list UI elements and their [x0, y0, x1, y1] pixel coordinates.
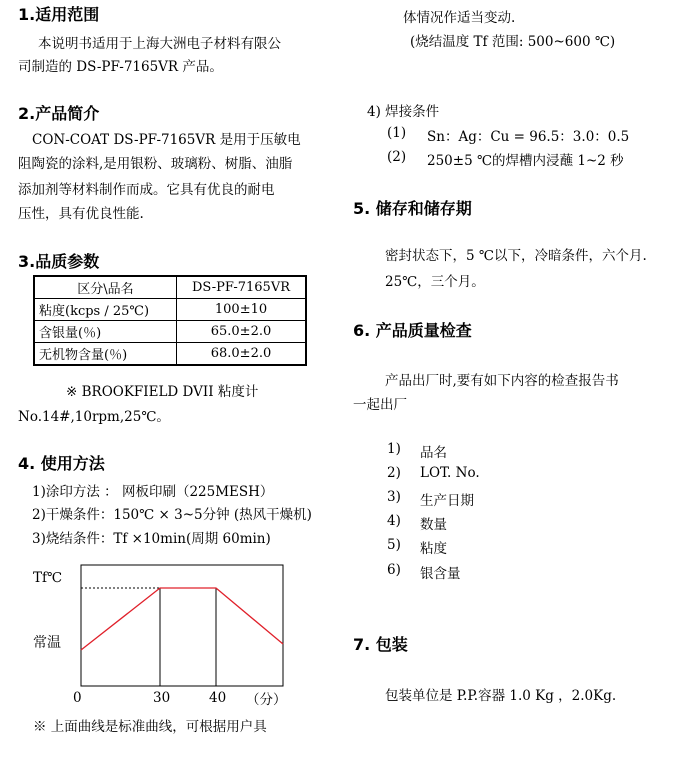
usage-step: 3)烧结条件：Tf ×10min(周期 60min) — [32, 531, 271, 547]
table-cell: 68.0±2.0 — [177, 343, 307, 366]
table-row — [34, 321, 306, 343]
x-tick-label: 0 — [73, 690, 82, 706]
graph-y-label-room-temp: 常温 — [33, 635, 61, 651]
firing-temp-range: (烧结温度 Tf 范围: 500~600 ℃) — [410, 34, 616, 50]
usage-step: 1)涂印方法 ： 网板印刷（225MESH） — [32, 484, 274, 500]
x-tick-label: 40 — [209, 690, 227, 706]
list-item: 银含量 — [420, 566, 461, 582]
list-item-number: 5) — [387, 537, 401, 553]
section-2-title: 2.产品简介 — [18, 104, 100, 123]
section-3-title: 3.品质参数 — [18, 252, 100, 271]
table-header-row — [34, 276, 306, 299]
section-1-text-line: 司制造的 DS-PF-7165VR 产品。 — [18, 59, 223, 75]
list-item: 生产日期 — [420, 493, 474, 509]
table-cell: 粘度(kcps / 25℃) — [34, 299, 177, 321]
curve-footnote: ※ 上面曲线是标准曲线，可根据用户具 — [33, 719, 267, 735]
viscometer-note-line: No.14#,10rpm,25℃。 — [18, 409, 170, 425]
x-tick-label: 30 — [153, 690, 171, 706]
firing-curve-graph — [78, 562, 288, 690]
list-item-number: (1) — [387, 125, 407, 141]
list-item: 品名 — [420, 445, 447, 461]
storage-text-line: 25℃，三个月。 — [385, 274, 485, 290]
section-6-title: 6. 产品质量检查 — [353, 321, 472, 340]
section-2-text-line: CON-COAT DS-PF-7165VR 是用于压敏电 — [32, 132, 301, 148]
table-row — [34, 343, 306, 366]
list-item-number: 4) — [387, 513, 401, 529]
table-header-cell: 区分\品名 — [34, 276, 177, 299]
packaging-text: 包装单位是 P.P.容器 1.0 Kg ，2.0Kg. — [385, 688, 617, 704]
welding-condition-text: 250±5 ℃的焊槽内浸蘸 1~2 秒 — [427, 153, 624, 169]
list-item-number: 6) — [387, 562, 401, 578]
viscometer-note-line: ※ BROOKFIELD DVII 粘度计 — [66, 384, 259, 400]
continued-text-line: 体情况作适当变动. — [403, 10, 516, 26]
x-unit-label: （分） — [246, 692, 287, 708]
firing-curve-line — [81, 588, 283, 650]
welding-condition-text: Sn：Ag：Cu = 96.5：3.0：0.5 — [427, 129, 630, 145]
table-row — [34, 299, 306, 321]
section-5-title: 5. 储存和储存期 — [353, 199, 472, 218]
list-item: 数量 — [420, 517, 447, 533]
storage-text-line: 密封状态下，5 ℃以下，冷暗条件，六个月. — [385, 248, 647, 264]
table-cell: 无机物含量(％) — [34, 343, 177, 366]
table-cell: 含银量(％) — [34, 321, 177, 343]
section-1-text-line: 本说明书适用于上海大洲电子材料有限公 — [38, 36, 281, 52]
table-cell: 65.0±2.0 — [177, 321, 307, 343]
list-item: LOT. No. — [420, 465, 480, 481]
table-cell: 100±10 — [177, 299, 307, 321]
section-4-title: 4. 使用方法 — [18, 454, 105, 473]
section-2-text-line: 添加剂等材料制作而成。它具有优良的耐电 — [18, 182, 275, 198]
list-item: 粘度 — [420, 541, 447, 557]
list-item-number: 1) — [387, 441, 401, 457]
list-item-number: 3) — [387, 489, 401, 505]
section-2-text-line: 压性，具有优良性能. — [18, 206, 144, 222]
section-7-title: 7. 包装 — [353, 635, 408, 654]
table-header-cell: DS-PF-7165VR — [177, 276, 307, 299]
list-item-number: 2) — [387, 465, 401, 481]
inspection-text-line: 一起出厂 — [353, 397, 407, 413]
graph-y-label-temperature: Tf℃ — [33, 570, 63, 586]
welding-conditions-title: 4) 焊接条件 — [367, 104, 440, 120]
section-1-title: 1.适用范围 — [18, 5, 100, 24]
quality-parameters-table — [33, 275, 307, 366]
inspection-text-line: 产品出厂时,要有如下内容的检查报告书 — [385, 373, 619, 389]
list-item-number: (2) — [387, 149, 407, 165]
section-2-text-line: 阻陶瓷的涂料,是用银粉、玻璃粉、树脂、油脂 — [18, 156, 293, 172]
usage-step: 2)干燥条件：150℃ × 3~5分钟 (热风干燥机) — [32, 507, 312, 523]
